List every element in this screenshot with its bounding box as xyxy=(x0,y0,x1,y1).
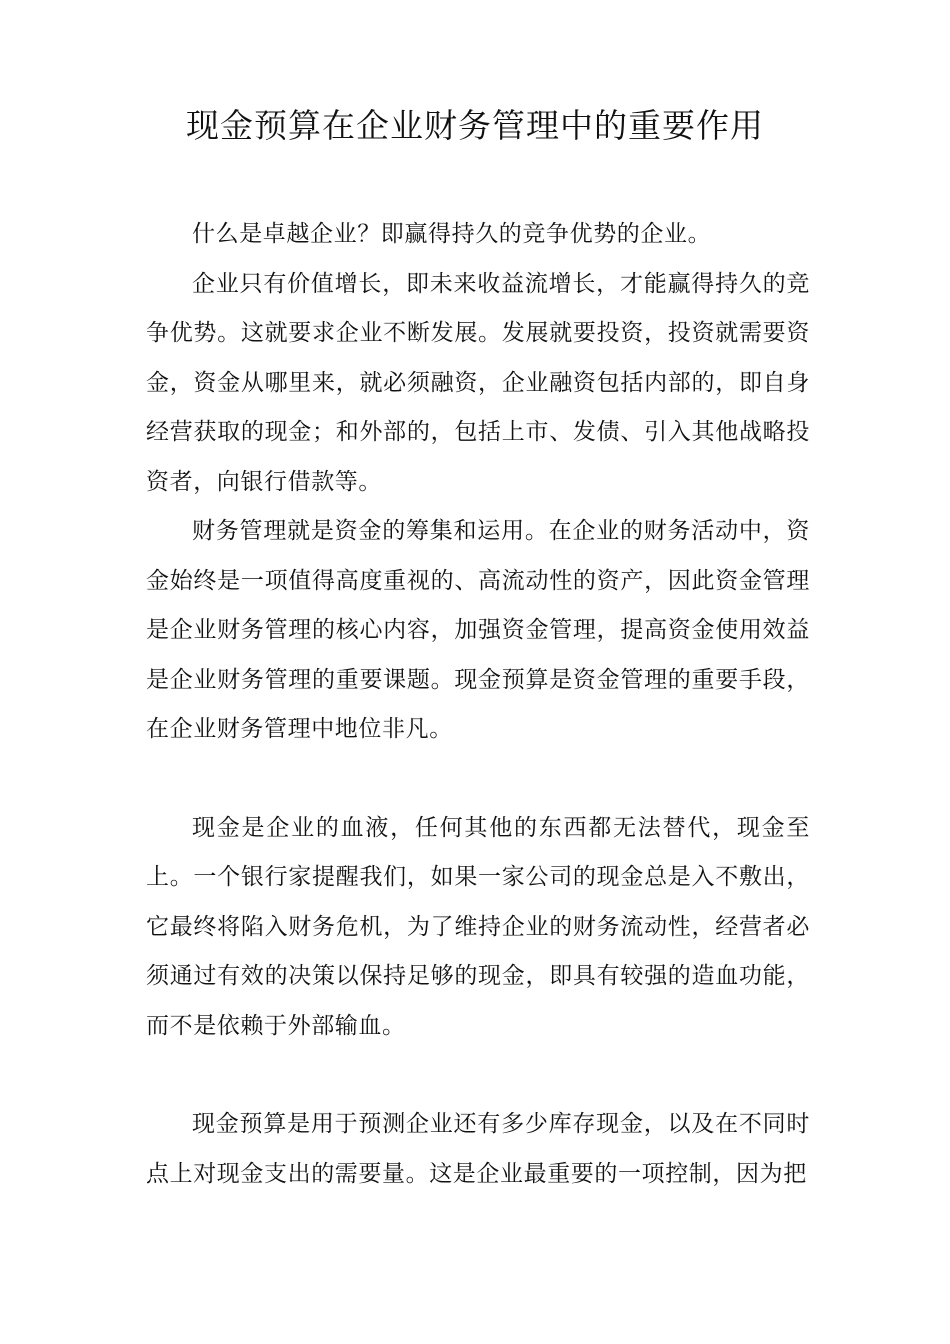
paragraph-spacer xyxy=(146,1051,810,1100)
paragraph-1: 什么是卓越企业？即赢得持久的竞争优势的企业。 xyxy=(192,221,712,247)
paragraph-spacer xyxy=(146,755,810,804)
document-title: 现金预算在企业财务管理中的重要作用 xyxy=(186,106,764,145)
document-body xyxy=(146,210,810,1199)
paragraph-3: 财务管理就是资金的筹集和运用。在企业的财务活动中，资金始终是一项值得高度重视的、高流动性的资产，因此资金管理是企业财务管理的核心内容，加强资金管理，提高资金使用效益是企业财务管理的重要课题。现金预算是资金管理的重要手段，在企业财务管理中地位非凡。 xyxy=(146,518,810,742)
paragraph-5: 现金预算是用于预测企业还有多少库存现金，以及在不同时点上对现金支出的需要量。这是企业最重要的一项控制，因为把 xyxy=(146,1111,810,1187)
paragraph-2: 企业只有价值增长，即未来收益流增长，才能赢得持久的竞争优势。这就要求企业不断发展。发展就要投资，投资就需要资金，资金从哪里来，就必须融资，企业融资包括内部的，即自身经营获取的现金；和外部的，包括上市、发债、引入其他战略投资者，向银行借款等。 xyxy=(146,270,810,495)
paragraph-4: 现金是企业的血液，任何其他的东西都无法替代，现金至上。一个银行家提醒我们，如果一家公司的现金总是入不敷出，它最终将陷入财务危机，为了维持企业的财务流动性，经营者必须通过有效的决策以保持足够的现金，即具有较强的造血功能，而不是依赖于外部输血。 xyxy=(146,814,810,1039)
